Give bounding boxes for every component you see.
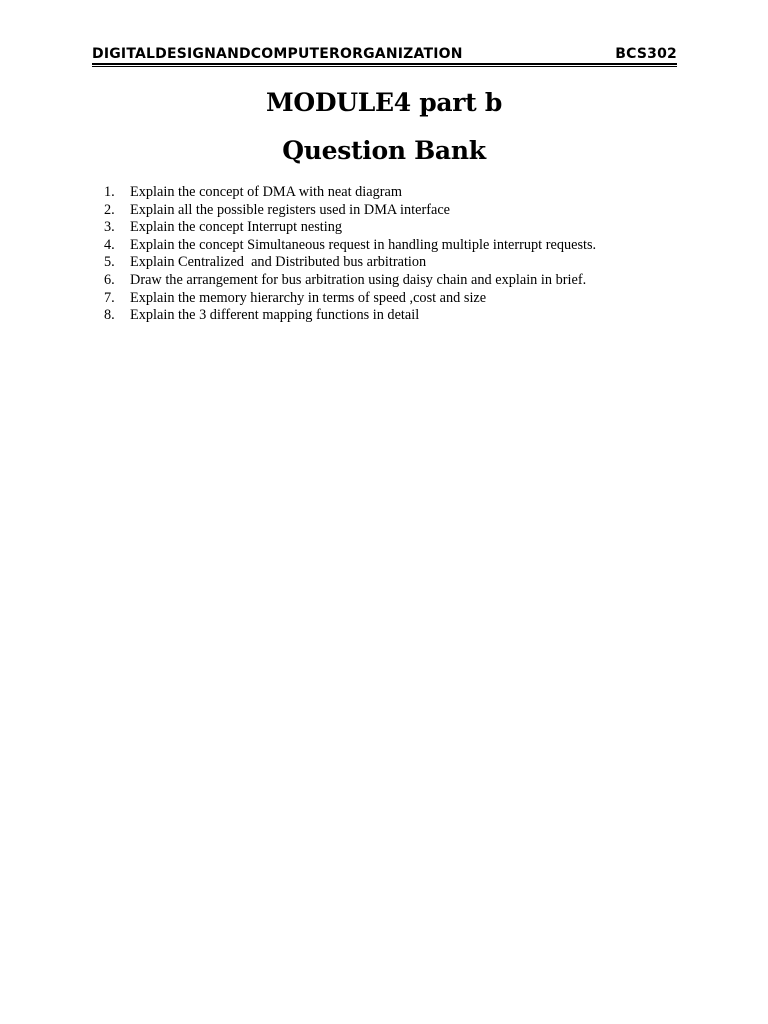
question-bank-title: Question Bank [282, 136, 486, 165]
header-course-code: BCS302 [615, 46, 677, 62]
question-number: 4. [104, 236, 115, 253]
question-number: 2. [104, 201, 115, 218]
header-subject: DIGITALDESIGNANDCOMPUTERORGANIZATION [92, 46, 463, 62]
question-text: Explain the concept of DMA with neat diagram [130, 184, 402, 200]
question-list [104, 184, 596, 325]
question-text: Explain the memory hierarchy in terms of speed ,cost and size [130, 289, 487, 306]
header-rule [92, 63, 677, 65]
question-item [104, 202, 596, 220]
header-rule-thin [92, 66, 677, 67]
question-item [104, 219, 596, 237]
question-text: Explain the concept Interrupt nesting [130, 219, 343, 236]
module-title: MODULE4 part b [265, 88, 503, 117]
question-number: 5. [104, 254, 115, 271]
question-text: Draw the arrangement for bus arbitration using daisy chain and explain in brief. [130, 271, 587, 288]
question-item [104, 184, 596, 202]
question-item [104, 272, 596, 290]
question-number: 8. [104, 307, 115, 324]
question-text: Explain the concept Simultaneous request in handling multiple interrupt requests. [130, 236, 597, 253]
question-item [104, 290, 596, 308]
question-item [104, 254, 596, 272]
question-number: 3. [104, 219, 115, 236]
question-text: Explain Centralized and Distributed bus arbitration [130, 254, 427, 271]
question-item [104, 307, 596, 325]
page-header [92, 42, 677, 62]
question-item [104, 237, 596, 255]
question-number: 1. [104, 184, 115, 200]
question-text: Explain the 3 different mapping functions in detail [130, 307, 420, 324]
question-number: 6. [104, 271, 115, 288]
question-text: Explain all the possible registers used in DMA interface [130, 201, 451, 218]
question-number: 7. [104, 289, 115, 306]
